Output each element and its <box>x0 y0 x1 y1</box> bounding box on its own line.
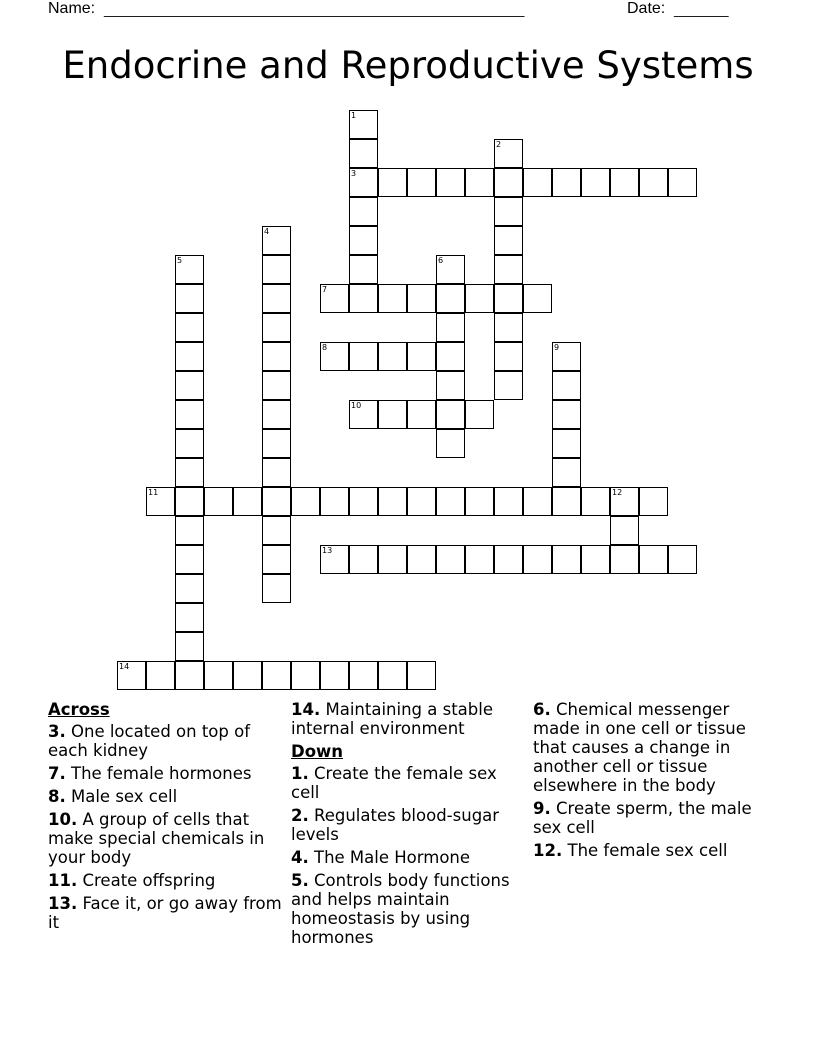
clue-down-2: 2. Regulates blood-sugar levels <box>291 806 500 844</box>
grid-cell[interactable] <box>581 168 610 197</box>
clues-column-2 <box>291 700 526 951</box>
grid-cell[interactable] <box>407 400 436 429</box>
grid-cell[interactable] <box>494 313 523 342</box>
grid-cell[interactable] <box>175 516 204 545</box>
grid-cell[interactable] <box>349 255 378 284</box>
grid-cell[interactable] <box>668 545 697 574</box>
grid-cell[interactable] <box>552 458 581 487</box>
clue-across-8: 8. Male sex cell <box>48 787 178 806</box>
clue-number-label: 3 <box>351 169 357 178</box>
clue-number-label: 13 <box>322 546 333 555</box>
grid-cell[interactable] <box>610 516 639 545</box>
clue-across-3: 3. One located on top of each kidney <box>48 722 251 760</box>
clue-down-6: 6. Chemical messenger made in one cell or tissue that causes a change in another cell or tissue elsewhere in the body <box>533 700 746 795</box>
grid-cell[interactable] <box>349 342 378 371</box>
clue-down-5: 5. Controls body functions and helps maintain homeostasis by using hormones <box>291 871 510 947</box>
clue-down-4: 4. The Male Hormone <box>291 848 471 867</box>
grid-cell[interactable] <box>262 313 291 342</box>
grid-cell[interactable] <box>436 168 465 197</box>
grid-cell[interactable] <box>262 661 291 690</box>
clue-across-7: 7. The female hormones <box>48 764 252 783</box>
grid-cell[interactable] <box>262 284 291 313</box>
grid-cell[interactable] <box>349 661 378 690</box>
grid-cell[interactable] <box>639 168 668 197</box>
grid-cell[interactable] <box>175 284 204 313</box>
grid-cell[interactable] <box>436 487 465 516</box>
grid-cell[interactable] <box>610 545 639 574</box>
grid-cell[interactable] <box>175 632 204 661</box>
clue-down-12: 12. The female sex cell <box>533 841 728 860</box>
grid-cell[interactable] <box>523 168 552 197</box>
grid-cell[interactable] <box>349 545 378 574</box>
clue-number-label: 1 <box>351 111 357 120</box>
grid-cell[interactable] <box>378 661 407 690</box>
grid-cell[interactable] <box>581 487 610 516</box>
grid-cell[interactable] <box>175 574 204 603</box>
grid-cell[interactable] <box>291 487 320 516</box>
grid-cell[interactable] <box>175 313 204 342</box>
grid-cell[interactable] <box>262 516 291 545</box>
grid-cell[interactable] <box>349 284 378 313</box>
grid-cell[interactable] <box>494 226 523 255</box>
grid-cell[interactable] <box>262 545 291 574</box>
clue-number-label: 8 <box>322 343 328 352</box>
grid-cell[interactable] <box>494 284 523 313</box>
grid-cell[interactable] <box>349 139 378 168</box>
grid-cell[interactable] <box>436 400 465 429</box>
clue-number-label: 7 <box>322 285 328 294</box>
date-blank[interactable]: _______ <box>674 1 729 17</box>
clue-number-label: 9 <box>554 343 560 352</box>
grid-cell[interactable] <box>436 342 465 371</box>
grid-cell[interactable] <box>581 545 610 574</box>
grid-cell[interactable] <box>175 487 204 516</box>
clues-column-1 <box>48 700 283 936</box>
grid-cell[interactable] <box>349 226 378 255</box>
grid-cell[interactable] <box>262 400 291 429</box>
date-label: Date: <box>627 0 666 17</box>
grid-cell[interactable] <box>233 487 262 516</box>
grid-cell[interactable] <box>494 342 523 371</box>
clue-number-label: 2 <box>496 140 502 149</box>
clue-down-9: 9. Create sperm, the male sex cell <box>533 799 752 837</box>
clue-across-11: 11. Create offspring <box>48 871 216 890</box>
page-title: Endocrine and Reproductive Systems <box>62 44 754 87</box>
grid-cell[interactable] <box>407 342 436 371</box>
grid-cell[interactable] <box>233 661 262 690</box>
grid-cell[interactable] <box>378 545 407 574</box>
grid-cell[interactable] <box>262 574 291 603</box>
grid-cell[interactable] <box>494 255 523 284</box>
clue-down-1: 1. Create the female sex cell <box>291 764 497 802</box>
grid-cell[interactable] <box>146 661 175 690</box>
clue-number-label: 10 <box>351 401 362 410</box>
grid-cell[interactable] <box>407 168 436 197</box>
grid-cell[interactable] <box>436 545 465 574</box>
grid-cell[interactable] <box>639 545 668 574</box>
grid-cell[interactable] <box>436 284 465 313</box>
grid-cell[interactable] <box>320 487 349 516</box>
clue-across-13: 13. Face it, or go away from it <box>48 894 282 932</box>
grid-cell[interactable] <box>262 458 291 487</box>
name-label: Name: <box>48 0 96 17</box>
clue-number-label: 5 <box>177 256 183 265</box>
clue-across-10: 10. A group of cells that make special chemicals in your body <box>48 810 265 867</box>
grid-cell[interactable] <box>494 371 523 400</box>
grid-cell[interactable] <box>668 168 697 197</box>
across-heading: Across <box>48 700 110 719</box>
grid-cell[interactable] <box>204 487 233 516</box>
grid-cell[interactable] <box>349 487 378 516</box>
name-blank[interactable]: ______________________________________________________ <box>104 1 525 17</box>
grid-cell[interactable] <box>436 371 465 400</box>
grid-cell[interactable] <box>204 661 233 690</box>
grid-cell[interactable] <box>378 400 407 429</box>
grid-cell[interactable] <box>407 545 436 574</box>
grid-cell[interactable] <box>436 429 465 458</box>
grid-cell[interactable] <box>175 342 204 371</box>
grid-cell[interactable] <box>465 545 494 574</box>
grid-cell[interactable] <box>378 487 407 516</box>
grid-cell[interactable] <box>175 458 204 487</box>
clue-across-14: 14. Maintaining a stable internal environment <box>291 700 493 738</box>
grid-cell[interactable] <box>407 661 436 690</box>
grid-cell[interactable] <box>436 313 465 342</box>
clue-number-label: 4 <box>264 227 270 236</box>
grid-cell[interactable] <box>175 371 204 400</box>
clues-column-3 <box>533 700 768 864</box>
grid-cell[interactable] <box>320 661 349 690</box>
grid-cell[interactable] <box>552 429 581 458</box>
grid-cell[interactable] <box>175 545 204 574</box>
grid-cell[interactable] <box>494 197 523 226</box>
grid-cell[interactable] <box>523 545 552 574</box>
grid-cell[interactable] <box>262 342 291 371</box>
grid-cell[interactable] <box>175 661 204 690</box>
grid-cell[interactable] <box>291 661 320 690</box>
grid-cell[interactable] <box>465 487 494 516</box>
grid-cell[interactable] <box>494 545 523 574</box>
grid-cell[interactable] <box>465 284 494 313</box>
grid-cell[interactable] <box>262 255 291 284</box>
grid-cell[interactable] <box>407 487 436 516</box>
grid-cell[interactable] <box>465 400 494 429</box>
grid-cell[interactable] <box>407 284 436 313</box>
grid-cell[interactable] <box>552 400 581 429</box>
grid-cell[interactable] <box>378 168 407 197</box>
grid-cell[interactable] <box>349 197 378 226</box>
clue-number-label: 14 <box>119 662 130 671</box>
grid-cell[interactable] <box>552 371 581 400</box>
grid-cell[interactable] <box>378 284 407 313</box>
grid-cell[interactable] <box>378 342 407 371</box>
clue-number-label: 11 <box>148 488 159 497</box>
grid-cell[interactable] <box>175 603 204 632</box>
clue-number-label: 12 <box>612 488 623 497</box>
grid-cell[interactable] <box>262 487 291 516</box>
grid-cell[interactable] <box>465 168 494 197</box>
grid-cell[interactable] <box>552 487 581 516</box>
grid-cell[interactable] <box>494 487 523 516</box>
grid-cell[interactable] <box>262 371 291 400</box>
grid-cell[interactable] <box>639 487 668 516</box>
grid-cell[interactable] <box>552 545 581 574</box>
grid-cell[interactable] <box>552 168 581 197</box>
down-heading: Down <box>291 742 344 761</box>
grid-cell[interactable] <box>610 168 639 197</box>
grid-cell[interactable] <box>262 429 291 458</box>
grid-cell[interactable] <box>175 429 204 458</box>
grid-cell[interactable] <box>494 168 523 197</box>
grid-cell[interactable] <box>175 400 204 429</box>
grid-cell[interactable] <box>523 487 552 516</box>
grid-cell[interactable] <box>523 284 552 313</box>
clue-number-label: 6 <box>438 256 444 265</box>
